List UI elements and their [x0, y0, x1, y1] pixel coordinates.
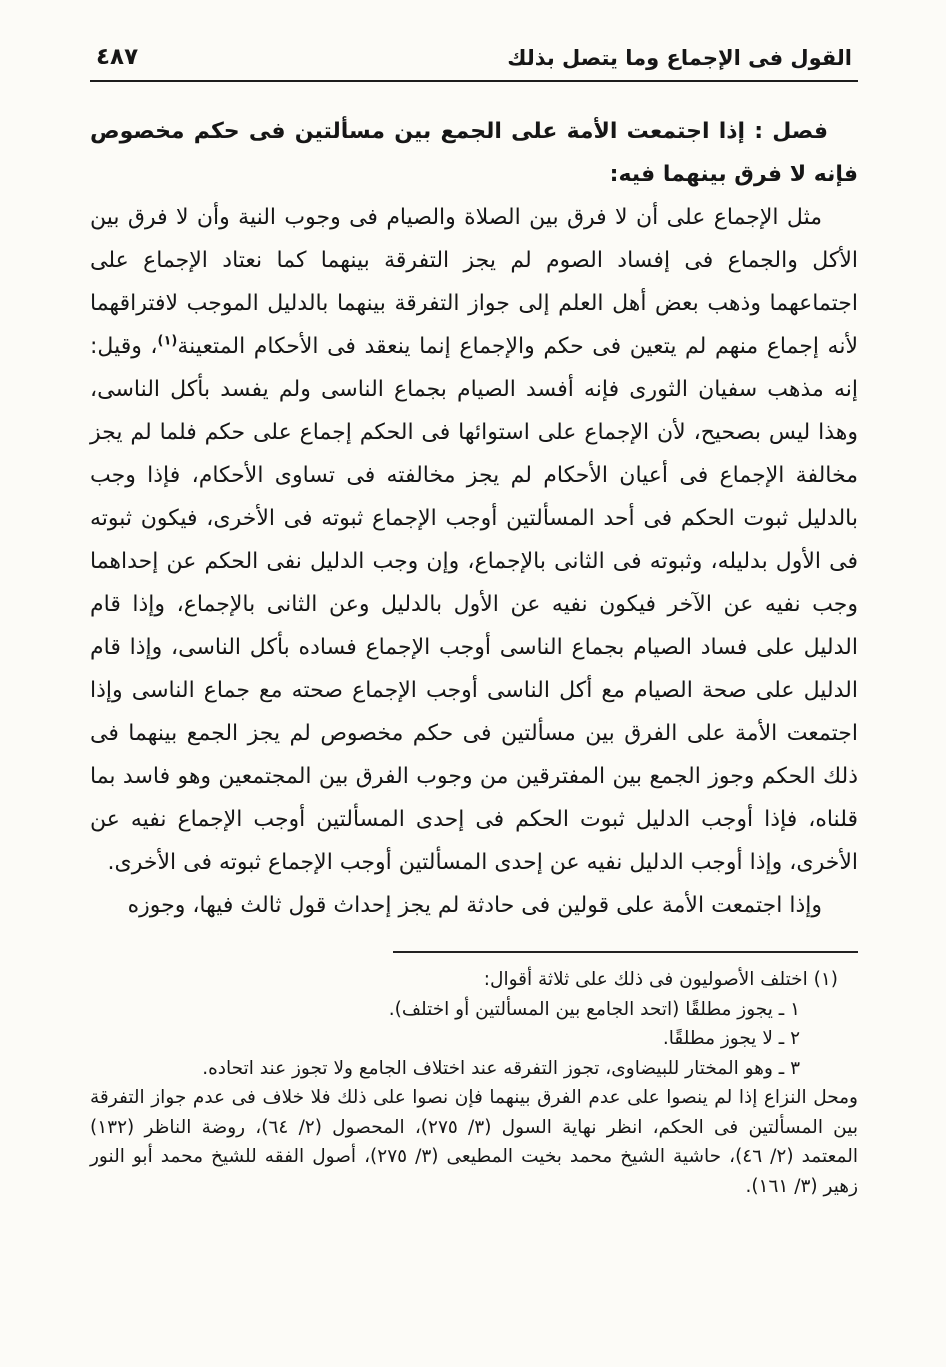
footnote-item: ٣ ـ وهو المختار للبيضاوى، تجوز التفرقه عند اختلاف الجامع ولا تجوز عند اتحاده. — [202, 1057, 800, 1079]
page-number: ٤٨٧ — [96, 44, 139, 70]
paragraph-text: مثل الإجماع على أن لا فرق بين الصلاة والصيام فى وجوب النية وأن لا فرق بين الأكل والجماع فى إفساد الصوم لم يجز التفرقة بينهما كما نعتاد الإجماع على اجتماعهما وذهب بعض أهل العلم إلى جواز التفرقة بينهما بالدليل الموجب لافتراقهما لأنه إجماع منهم لم يتعين فى حكم والإجماع إنما ينعقد فى الأحكام المتعينة — [90, 205, 858, 359]
paragraph-with-footnote — [90, 196, 858, 884]
footnote-item: ٢ ـ لا يجوز مطلقًا. — [662, 1028, 800, 1049]
page-title: القول فى الإجماع وما يتصل بذلك — [507, 46, 852, 70]
footnote-continuation: ومحل النزاع إذا لم ينصوا على عدم الفرق بينهما فإن نصوا على ذلك فلا خلاف فى عدم جواز التفرقة بين المسألتين فى الحكم، انظر نهاية السول (٣/ ٢٧٥)، المحصول (٢/ ٦٤)، روضة الناظر (١٣٢) المعتمد (٢/ ٤٦)، حاشية الشيخ محمد بخيت المطيعى (٣/ ٢٧٥)، أصول الفقه للشيخ محمد أبو النور زهير (٣/ ١٦١). — [90, 1087, 858, 1197]
footnote-item: ١ ـ يجوز مطلقًا (اتحد الجامع بين المسألتين أو اختلف). — [388, 998, 800, 1020]
header-rule — [90, 80, 858, 82]
page-header — [90, 44, 858, 80]
paragraph: وإذا اجتمعت الأمة على قولين فى حادثة لم يجز إحداث قول ثالث فيها، وجوزه — [127, 893, 822, 918]
section-heading: فصل : إذا اجتمعت الأمة على الجمع بين مسألتين فى حكم مخصوص فإنه لا فرق بينهما فيه: — [90, 119, 858, 187]
footnote-ref: (١) — [157, 333, 178, 349]
footnote-separator — [393, 951, 858, 953]
footnotes-section — [90, 951, 858, 1201]
main-text — [90, 110, 858, 927]
paragraph-text: ، وقيل: إنه مذهب سفيان الثورى فإنه أفسد الصيام بجماع الناسى ولم يفسد بأكل الناسى، وهذا ليس بصحيح، لأن الإجماع على استوائها فى الحكم إجماع على حكم فلما لم يجز مخالفة الإجماع فى أعيان الأحكام لم يجز مخالفته فى تساوى الأحكام، فإذا وجب بالدليل ثبوت الحكم فى أحد المسألتين أوجب الإجماع ثبوته فى الأخرى، فيكون ثبوته فى الأول بدليله، وثبوته فى الثانى بالإجماع، وإن وجب الدليل نفى الحكم عن إحداهما وجب نفيه عن الآخر فيكون نفيه عن الأول بالدليل وعن الثانى بالإجماع، وإذا قام الدليل على فساد الصيام بجماع الناسى أوجب الإجماع فساده بأكل الناسى، وإذا قام الدليل على صحة الصيام مع أكل الناسى أوجب الإجماع صحته مع جماع الناسى وإذا اجتمعت الأمة على الفرق بين مسألتين فى حكم مخصوص لم يجز الجمع بينهما فى ذلك الحكم وجوز الجمع بين المفترقين من وجوب الفرق بين المجتمعين وهو فاسد بما قلناه، فإذا أوجب الدليل ثبوت الحكم فى إحدى المسألتين أوجب الإجماع نفيه عن الأخرى، وإذا أوجب الدليل نفيه عن إحدى المسألتين أوجب الإجماع ثبوته فى الأخرى. — [90, 334, 858, 875]
footnote-intro: (١) اختلف الأصوليون فى ذلك على ثلاثة أقوال: — [483, 969, 838, 990]
